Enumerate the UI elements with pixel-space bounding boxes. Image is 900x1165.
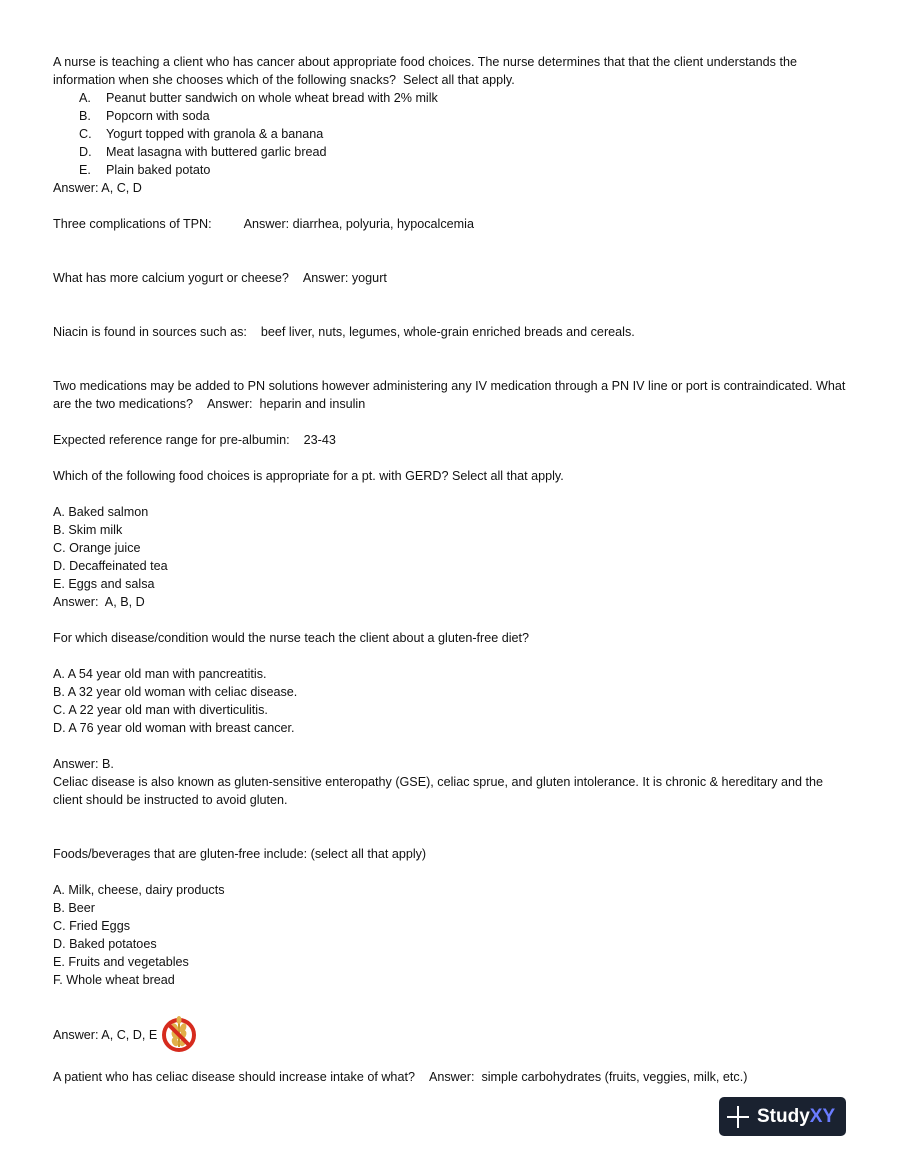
question-6: Expected reference range for pre-albumin: 23-43: [53, 433, 336, 447]
question-8-answer: Answer: B.: [53, 757, 114, 771]
question-7-option: E. Eggs and salsa: [53, 577, 155, 591]
question-7-text: Which of the following food choices is appropriate for a pt. with GERD? Select all that apply.: [53, 469, 564, 483]
question-10: A patient who has celiac disease should increase intake of what? Answer: simple carbohydrates (fruits, veggies, milk, etc.): [53, 1070, 748, 1084]
question-9-option: C. Fried Eggs: [53, 919, 130, 933]
question-9-option: D. Baked potatoes: [53, 937, 157, 951]
question-9-answer: Answer: A, C, D, E: [53, 1015, 853, 1058]
question-1-option-c: C. Yogurt topped with granola & a banana: [79, 127, 324, 141]
question-9-option: F. Whole wheat bread: [53, 973, 175, 987]
studyxy-logo[interactable]: [719, 1097, 846, 1136]
question-7-option: B. Skim milk: [53, 523, 123, 537]
document-body: [53, 53, 853, 1086]
question-3: What has more calcium yogurt or cheese? Answer: yogurt: [53, 271, 387, 285]
question-4: Niacin is found in sources such as: beef liver, nuts, legumes, whole-grain enriched breads and cereals.: [53, 325, 635, 339]
question-5: Two medications may be added to PN solutions however administering any IV medication through a PN IV line or port is contraindicated. What are the two medications? Answer: heparin and insulin: [53, 379, 849, 411]
question-9-option: E. Fruits and vegetables: [53, 955, 189, 969]
question-8-option: A. A 54 year old man with pancreatitis.: [53, 667, 267, 681]
question-9-text: Foods/beverages that are gluten-free include: (select all that apply): [53, 847, 427, 861]
question-7-option: D. Decaffeinated tea: [53, 559, 168, 573]
question-1-option-a: A. Peanut butter sandwich on whole wheat bread with 2% milk: [79, 91, 438, 105]
question-8-option: D. A 76 year old woman with breast cancer.: [53, 721, 295, 735]
question-1-option-d: D. Meat lasagna with buttered garlic bread: [79, 145, 327, 159]
plus-icon: [727, 1106, 749, 1128]
question-9-option: B. Beer: [53, 901, 95, 915]
question-1-text: A nurse is teaching a client who has cancer about appropriate food choices. The nurse determines that that the client understands the information when she chooses which of the following snacks? Select all that apply.: [53, 55, 801, 87]
question-1-answer: Answer: A, C, D: [53, 181, 142, 195]
question-1-options: [53, 89, 853, 179]
question-8-text: For which disease/condition would the nurse teach the client about a gluten-free diet?: [53, 631, 530, 645]
question-8-option: B. A 32 year old woman with celiac disease.: [53, 685, 298, 699]
question-8-explanation: Celiac disease is also known as gluten-sensitive enteropathy (GSE), celiac sprue, and gluten intolerance. It is chronic & hereditary and the client should be instructed to avoid gluten.: [53, 775, 827, 807]
question-1-option-e: E. Plain baked potato: [79, 163, 211, 177]
question-7-answer: Answer: A, B, D: [53, 595, 145, 609]
question-7-option: C. Orange juice: [53, 541, 141, 555]
question-1-option-b: B. Popcorn with soda: [79, 109, 210, 123]
question-9-option: A. Milk, cheese, dairy products: [53, 883, 225, 897]
question-7-option: A. Baked salmon: [53, 505, 149, 519]
brand-name: StudyXY: [757, 1105, 836, 1127]
question-8-option: C. A 22 year old man with diverticulitis.: [53, 703, 268, 717]
question-2: Three complications of TPN: Answer: diarrhea, polyuria, hypocalcemia: [53, 217, 474, 231]
no-gluten-icon: [161, 1015, 197, 1058]
